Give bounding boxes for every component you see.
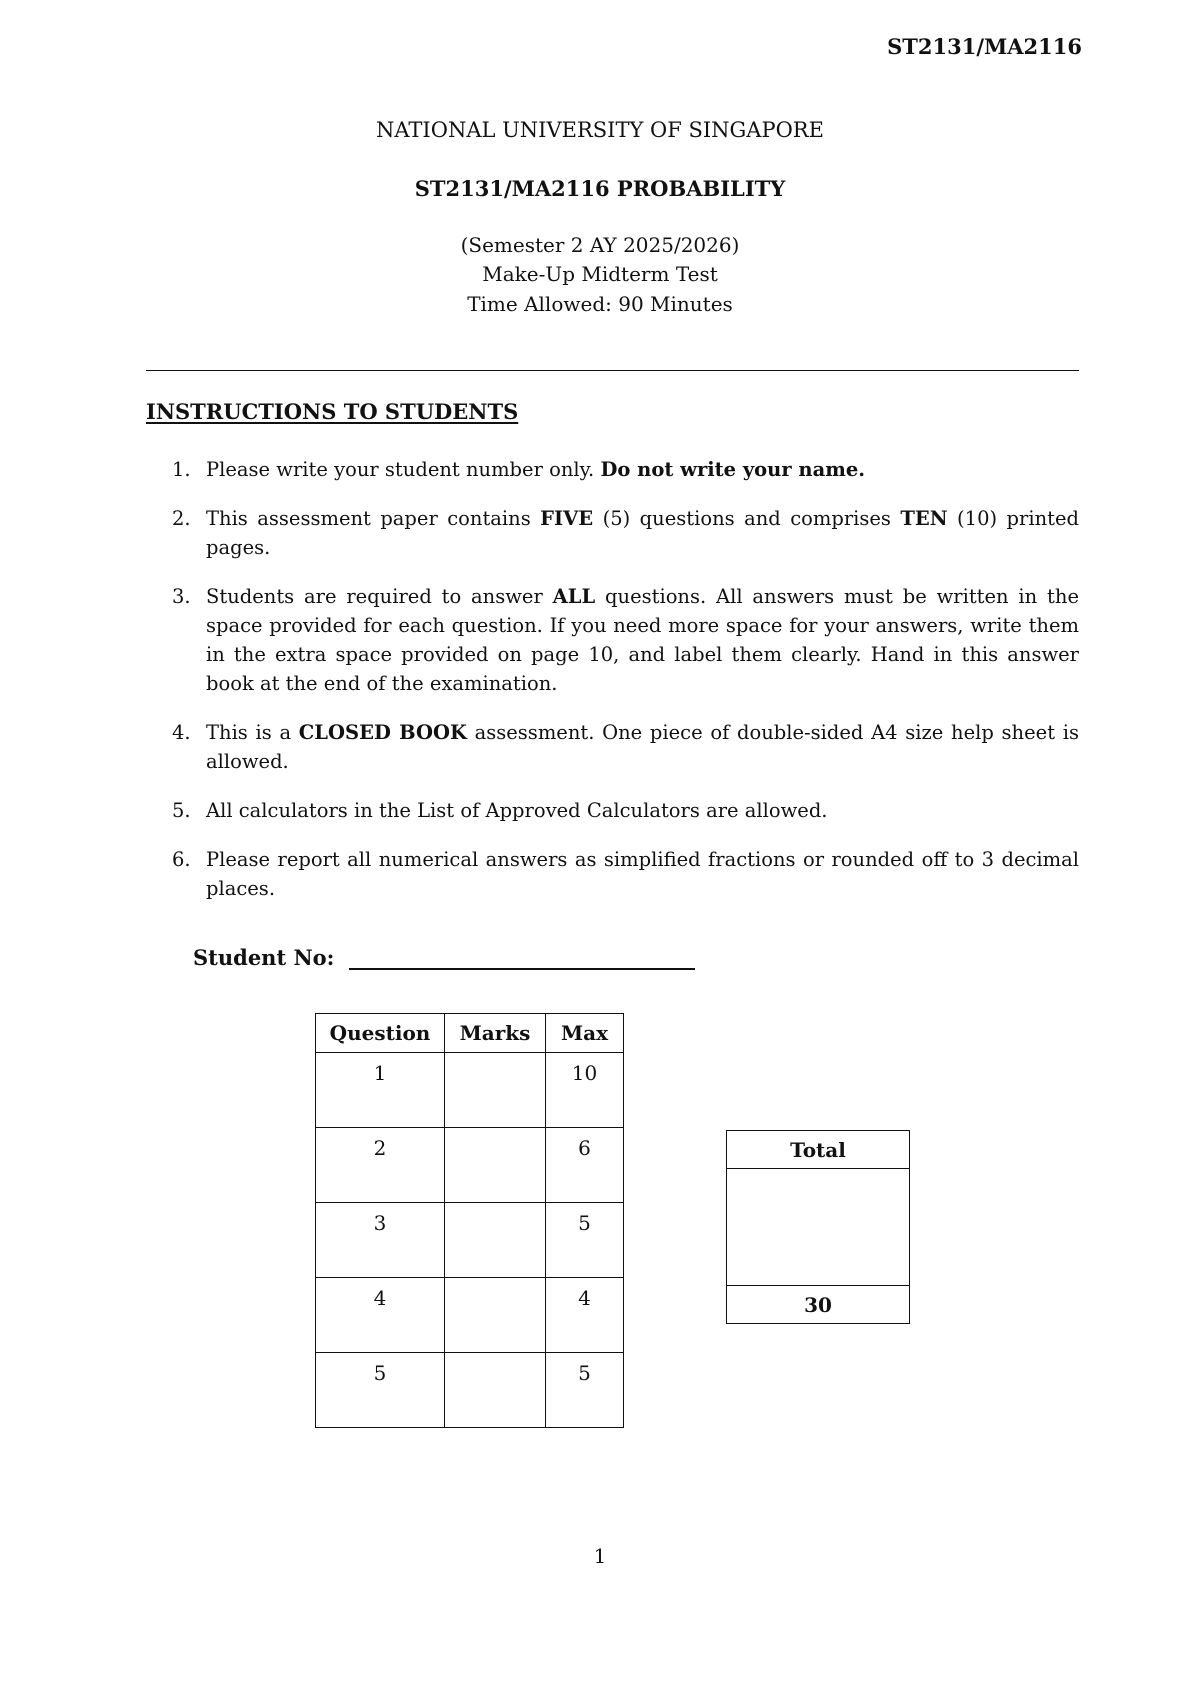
question-number: 2	[316, 1128, 445, 1203]
instruction-number: 3.	[172, 585, 191, 608]
header-question: Question	[316, 1014, 445, 1053]
marks-table	[315, 1013, 624, 1428]
student-no-field[interactable]	[349, 968, 695, 970]
course-title: ST2131/MA2116 PROBABILITY	[414, 176, 786, 201]
time-allowed-line: Time Allowed: 90 Minutes	[467, 292, 733, 316]
instruction-text: This assessment paper contains	[206, 507, 541, 530]
total-label: Total	[727, 1131, 910, 1169]
instruction-emphasis: TEN	[900, 507, 948, 530]
instruction-number: 1.	[172, 458, 191, 481]
marks-table-header-row	[316, 1014, 624, 1053]
total-score-cell[interactable]	[727, 1169, 910, 1286]
max-marks: 10	[546, 1053, 624, 1128]
student-no-label: Student No:	[193, 945, 335, 970]
header-max: Max	[546, 1014, 624, 1053]
table-row	[316, 1203, 624, 1278]
marks-cell[interactable]	[445, 1203, 546, 1278]
question-number: 5	[316, 1353, 445, 1428]
instruction-number: 6.	[172, 848, 191, 871]
question-number: 3	[316, 1203, 445, 1278]
max-marks: 5	[546, 1353, 624, 1428]
table-row	[316, 1278, 624, 1353]
instruction-emphasis: CLOSED BOOK	[298, 721, 467, 744]
instruction-text: This is a	[206, 721, 299, 744]
test-type-line: Make-Up Midterm Test	[482, 262, 718, 286]
instruction-number: 2.	[172, 507, 191, 530]
instruction-number: 4.	[172, 721, 191, 744]
total-table	[726, 1130, 910, 1324]
instructions-list	[146, 455, 1079, 923]
semester-line: (Semester 2 AY 2025/2026)	[460, 233, 740, 257]
question-number: 1	[316, 1053, 445, 1128]
marks-cell[interactable]	[445, 1053, 546, 1128]
instruction-item	[146, 718, 1079, 776]
total-max: 30	[727, 1286, 910, 1324]
max-marks: 5	[546, 1203, 624, 1278]
header-course-code: ST2131/MA2116	[887, 34, 1082, 59]
instruction-text: Please write your student number only.	[206, 458, 601, 481]
question-number: 4	[316, 1278, 445, 1353]
instruction-emphasis: FIVE	[540, 507, 594, 530]
instruction-item	[146, 582, 1079, 698]
instruction-text: Please report all numerical answers as simplified fractions or rounded off to 3 decimal places.	[206, 848, 1079, 900]
instruction-text: All calculators in the List of Approved Calculators are allowed.	[206, 799, 828, 822]
table-row	[316, 1353, 624, 1428]
page-number: 1	[593, 1544, 607, 1568]
marks-cell[interactable]	[445, 1128, 546, 1203]
table-row	[316, 1128, 624, 1203]
instruction-item	[146, 455, 1079, 484]
header-marks: Marks	[445, 1014, 546, 1053]
instructions-heading: INSTRUCTIONS TO STUDENTS	[146, 399, 519, 424]
instruction-text: (5) questions and comprises	[593, 507, 901, 530]
instruction-emphasis: Do not write your name.	[600, 458, 866, 481]
table-row	[316, 1053, 624, 1128]
instruction-item	[146, 796, 1079, 825]
marks-cell[interactable]	[445, 1278, 546, 1353]
instruction-emphasis: ALL	[552, 585, 596, 608]
instruction-text: Students are required to answer	[206, 585, 553, 608]
university-name: NATIONAL UNIVERSITY OF SINGAPORE	[376, 118, 824, 142]
instruction-text: (10) printed pages.	[206, 507, 1079, 559]
instruction-item	[146, 845, 1079, 903]
horizontal-divider	[146, 370, 1079, 371]
instruction-text: questions. All answers must be written in the space provided for each question. If you need more space for your answers, write them in the extra space provided on page 10, and label them clearly. Hand in this answer book at the end of the examination.	[206, 585, 1079, 695]
max-marks: 6	[546, 1128, 624, 1203]
instruction-text: assessment. One piece of double-sided A4 size help sheet is allowed.	[206, 721, 1079, 773]
marks-cell[interactable]	[445, 1353, 546, 1428]
max-marks: 4	[546, 1278, 624, 1353]
instruction-number: 5.	[172, 799, 191, 822]
instruction-item	[146, 504, 1079, 562]
